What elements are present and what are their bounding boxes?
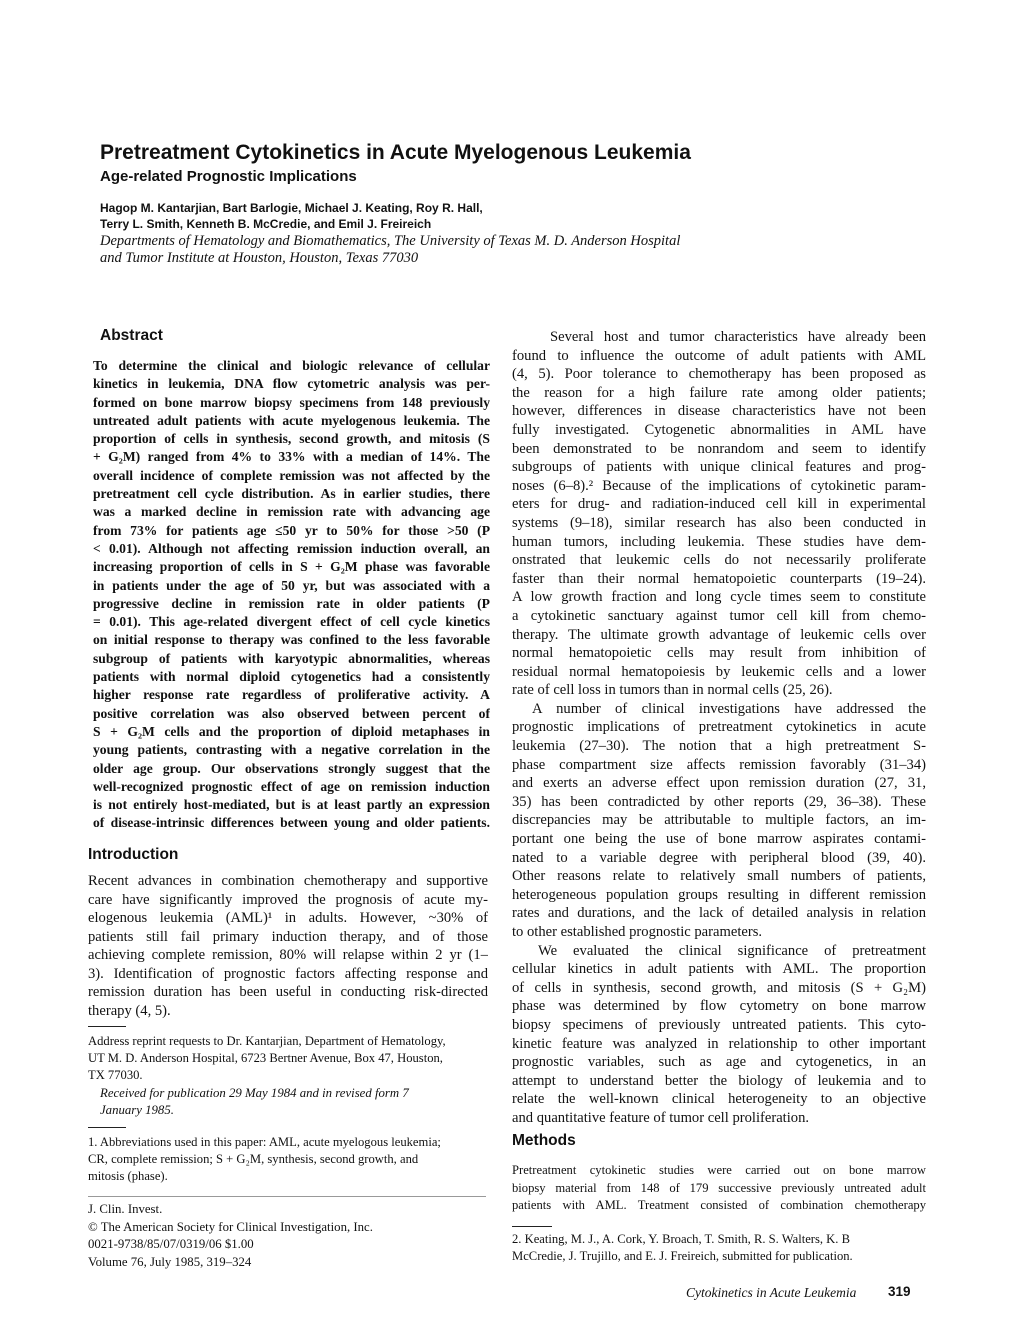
body-line: systems (9–18), similar research has also been conducted in [512, 514, 926, 531]
running-title: Cytokinetics in Acute Leukemia [686, 1285, 857, 1300]
body-line: biopsy specimens of previously untreated patients. This cyto- [512, 1016, 926, 1033]
body-line: (4, 5). Poor tolerance to chemotherapy has been proposed as [512, 366, 926, 383]
methods-heading: Methods [512, 1132, 576, 1149]
body-line: discrepancies may be attributable to multiple factors, an im- [512, 812, 926, 829]
abstract-line: of disease-intrinsic differences between young and older patients. [93, 815, 490, 831]
body-line: phase was determined by flow cytometry on bone marrow [512, 998, 926, 1015]
abstract-line: + G₂M) ranged from 4% to 33% with a median of 14%. The [93, 449, 490, 465]
received-dates [100, 1085, 490, 1119]
abstract-line: progressive decline in remission rate in older patients (P [93, 595, 490, 611]
body-line: portant one being the use of bone marrow aspirates contami- [512, 831, 926, 848]
abstract-line: higher response rate regardless of proliferative activity. A [93, 687, 490, 703]
author-line: Hagop M. Kantarjian, Bart Barlogie, Michael J. Keating, Roy R. Hall, [100, 201, 483, 215]
body-line: normal hematopoietic cells may result from inhibition of [512, 645, 926, 662]
body-line: found to influence the outcome of adult patients with AML [512, 347, 926, 364]
abstract-line: from 73% for patients age ≤50 yr to 50% for those >50 (P [93, 522, 490, 538]
abstract-line: < 0.01). Although not affecting remission induction overall, an [93, 540, 490, 556]
body-line: and exerts an adverse effect upon remission duration (27, 31, [512, 775, 926, 792]
body-line: relate the well-known clinical heterogeneity to an objective [512, 1091, 926, 1108]
abstract-line: kinetics in leukemia, DNA flow cytometric analysis was per- [93, 376, 490, 392]
journal-line: J. Clin. Invest. [88, 1202, 163, 1216]
abstract-line: was a marked decline in remission rate with advancing age [93, 504, 490, 520]
body-line: been demonstrated to be nonrandom and seem to identify [512, 440, 926, 457]
journal-line: © The American Society for Clinical Investigation, Inc. [88, 1219, 373, 1234]
affiliation-line: Departments of Hematology and Biomathematics, The University of Texas M. D. Anderson Hospital [100, 233, 681, 249]
reprint-line: UT M. D. Anderson Hospital, 6723 Bertner Avenue, Box 47, Houston, [88, 1051, 443, 1065]
introduction-line: patients still fail primary induction therapy, and of those [88, 928, 488, 945]
body-line: eters for drug- and radiation-induced cell kill in experimental [512, 496, 926, 513]
introduction-line: remission duration has been useful in conducting risk-directed [88, 984, 488, 1000]
journal-line: 0021-9738/85/07/0319/06 $1.00 [88, 1237, 254, 1251]
abstract-line: untreated adult patients with acute myelogenous leukemia. The [93, 412, 490, 428]
body-line: A low growth fraction and long cycle times seem to constitute [512, 589, 926, 606]
abstract-line: To determine the clinical and biologic relevance of cellular [93, 358, 490, 373]
body-line: prognostic implications of pretreatment cytokinetics in acute [512, 719, 926, 736]
body-line: onstrated that leukemic cells do not necessarily proliferate [512, 552, 926, 569]
body-line: A number of clinical investigations have addressed the [532, 700, 926, 717]
introduction-line: therapy (4, 5). [88, 1002, 171, 1019]
body-line: attempt to understand better the biology of leukemia and to [512, 1072, 926, 1089]
body-line: heterogeneous population groups resulting in different remission [512, 886, 926, 903]
reprint-line: Address reprint requests to Dr. Kantarjian, Department of Hematology, [88, 1034, 446, 1048]
introduction-line: elogenous leukemia (AML)¹ in adults. However, ~30% of [88, 910, 488, 926]
journal-info [88, 1201, 488, 1271]
body-line: a cytokinetic sanctuary against tumor cell kill from chemo- [512, 607, 926, 624]
body-line: however, differences in disease characteristics have not been [512, 403, 926, 420]
abstract-line: increasing proportion of cells in S + G₂M phase was favorable [93, 559, 490, 575]
abstract-heading: Abstract [100, 327, 163, 344]
abstract-line: patients with normal diploid cytogenetics had a consistently [93, 669, 490, 685]
body-line: the reason for a high failure rate among older patients; [512, 384, 926, 401]
abstract-line: in patients under the age of 50 yr, but was associated with a [93, 577, 490, 593]
abstract-line: subgroup of patients with karyotypic abnormalities, whereas [93, 650, 490, 666]
received-line: January 1985. [100, 1103, 174, 1117]
body-line: kinetic feature was analyzed in relationship to other important [512, 1035, 926, 1052]
affiliation-line: and Tumor Institute at Houston, Houston, Texas 77030 [100, 250, 419, 266]
methods-line: Pretreatment cytokinetic studies were carried out on bone marrow [512, 1163, 926, 1177]
abstract-line: S + G₂M cells and the proportion of diploid metaphases in [93, 723, 490, 739]
reprint-line: TX 77030. [88, 1068, 143, 1082]
body-line: Several host and tumor characteristics have already been [550, 329, 926, 345]
methods-line: patients with AML. Treatment consisted of combination chemotherapy [512, 1198, 926, 1212]
keating-footnote [512, 1231, 926, 1265]
methods-line: biopsy material from 148 of 179 successive previously untreated adult [512, 1180, 926, 1195]
footnote-divider [88, 1127, 126, 1128]
abstract-line: on initial response to therapy was confined to the less favorable [93, 632, 490, 648]
introduction-line: 3). Identification of prognostic factors affecting response and [88, 965, 488, 982]
abstract-line: = 0.01). This age-related divergent effect of cell cycle kinetics [93, 614, 490, 630]
page-number: 319 [888, 1284, 911, 1299]
abstract-line: is not entirely host-mediated, but is at least partly an expression [93, 797, 490, 813]
introduction-line: achieving complete remission, 80% will relapse within 2 yr (1– [88, 947, 488, 963]
body-line: human tumors, including leukemia. These studies have dem- [512, 533, 926, 550]
body-line: 35) has been contradicted by other reports (29, 36–38). These [512, 793, 926, 810]
article-subtitle: Age-related Prognostic Implications [100, 168, 357, 185]
footnote-line: 2. Keating, M. J., A. Cork, Y. Broach, T. Smith, R. S. Walters, K. B [512, 1232, 850, 1246]
body-line: phase compartment size affects remission favorably (31–34) [512, 756, 926, 773]
journal-line: Volume 76, July 1985, 319–324 [88, 1254, 252, 1269]
methods-body [512, 1162, 926, 1215]
abstract-line: proportion of cells in synthesis, second growth, and mitosis (S [93, 431, 490, 447]
body-line: fully investigated. Cytogenetic abnormalities in AML have [512, 421, 926, 438]
footnote-line: CR, complete remission; S + G₂M, synthesis, second growth, and [88, 1152, 419, 1166]
introduction-line: Recent advances in combination chemotherapy and supportive [88, 873, 488, 889]
body-line: cellular kinetics in adult patients with AML. The proportion [512, 961, 926, 978]
abstract-line: older age group. Our observations strongly suggest that the [93, 760, 490, 776]
footnote-divider [512, 1226, 552, 1227]
reprint-request [88, 1033, 488, 1084]
body-line: rates and durations, and the lack of detailed analysis in relation [512, 905, 926, 922]
body-line: rate of cell loss in tumors than in normal cells (25, 26). [512, 682, 833, 699]
footnote-line: mitosis (phase). [88, 1169, 168, 1183]
body-line: subgroups of patients with unique clinical features and prog- [512, 459, 926, 476]
introduction-heading: Introduction [88, 846, 179, 863]
body-line: faster than their normal hematopoietic counterparts (19–24). [512, 570, 926, 587]
introduction-line: care have significantly improved the prognosis of acute my- [88, 891, 488, 908]
body-line: noses (6–8).² Because of the implications of cytokinetic param- [512, 477, 926, 494]
body-line: leukemia (27–30). The notion that a high pretreatment S- [512, 738, 926, 755]
body-line: and quantitative feature of tumor cell proliferation. [512, 1109, 810, 1126]
journal-divider [88, 1196, 486, 1197]
author-line: Terry L. Smith, Kenneth B. McCredie, and Emil J. Freireich [100, 217, 432, 231]
body-line: Other reasons relate to relatively small numbers of patients, [512, 868, 926, 885]
body-line: We evaluated the clinical significance of pretreatment [538, 942, 926, 959]
body-line: residual normal hematopoiesis by leukemic cells and a lower [512, 663, 926, 680]
abstract-body [93, 357, 490, 833]
abstract-line: overall incidence of complete remission was not affected by the [93, 467, 490, 483]
received-line: Received for publication 29 May 1984 and in revised form 7 [100, 1086, 409, 1100]
footnote-divider [88, 1026, 126, 1027]
abstract-line: positive correlation was also observed between percent of [93, 705, 490, 721]
body-line: prognostic variables, such as age and cytogenetics, in an [512, 1054, 926, 1071]
footnote-line: McCredie, J. Trujillo, and E. J. Freireich, submitted for publication. [512, 1249, 853, 1263]
abbreviations-footnote [88, 1134, 488, 1185]
abstract-line: well-recognized prognostic effect of age on remission induction [93, 778, 490, 794]
body-line: of cells in synthesis, second growth, and mitosis (S + G₂M) [512, 979, 926, 996]
introduction-body [88, 872, 488, 1020]
footnote-line: 1. Abbreviations used in this paper: AML, acute myelogous leukemia; [88, 1135, 441, 1149]
introduction-continued [512, 328, 926, 1128]
body-line: nated to a variable degree with peripheral blood (39, 40). [512, 849, 926, 866]
abstract-line: young patients, contrasting with a negative correlation in the [93, 742, 490, 758]
abstract-line: pretreatment cell cycle distribution. As in earlier studies, there [93, 486, 490, 502]
body-line: therapy. The ultimate growth advantage of leukemic cells over [512, 626, 926, 643]
body-line: to other established prognostic parameters. [512, 924, 763, 940]
abstract-line: formed on bone marrow biopsy specimens from 148 previously [93, 394, 490, 410]
article-title: Pretreatment Cytokinetics in Acute Myelogenous Leukemia [100, 141, 691, 164]
